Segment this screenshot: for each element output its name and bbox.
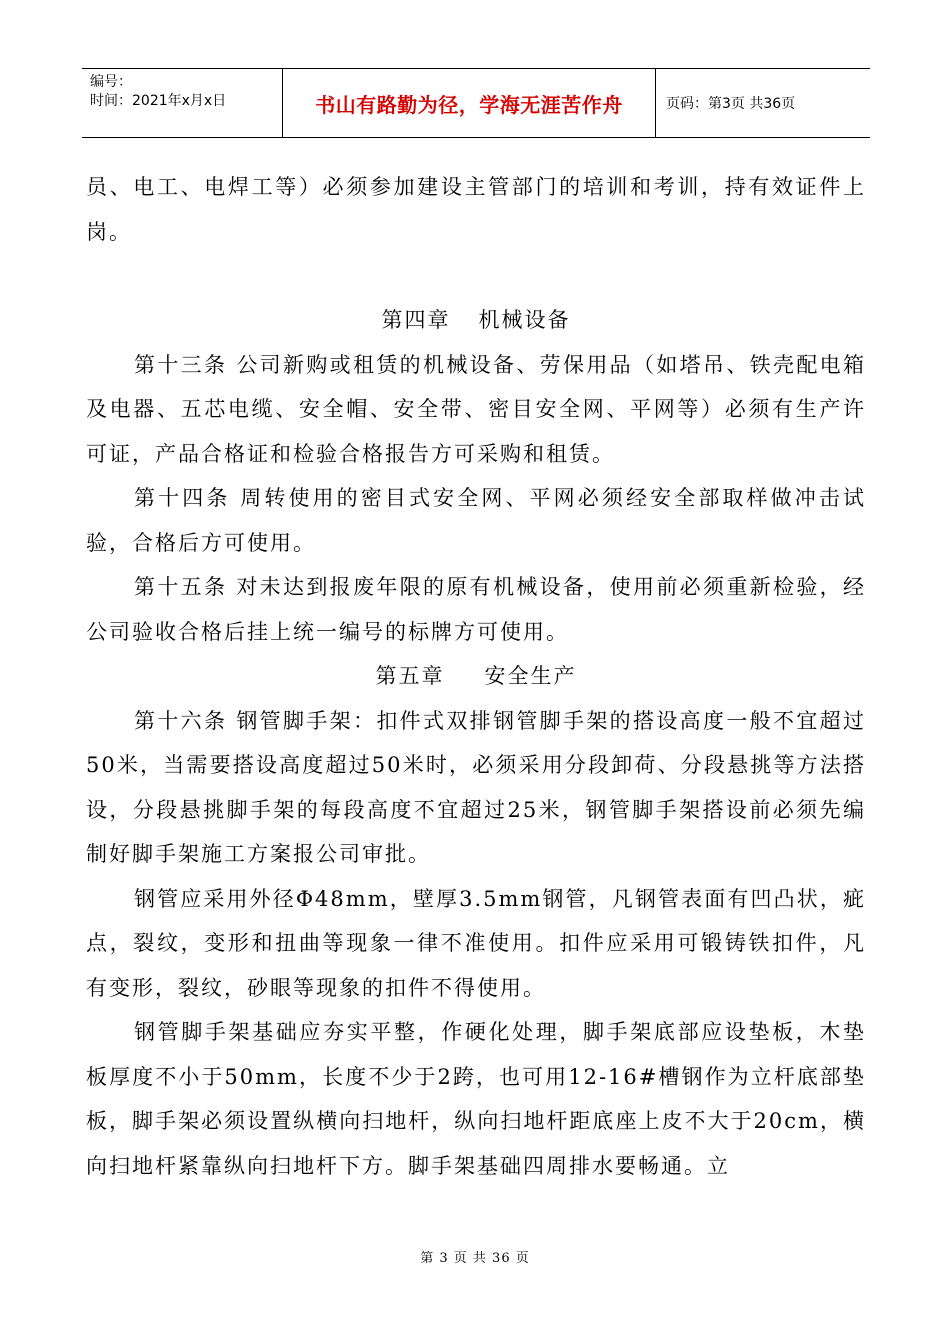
article-16: 第十六条 钢管脚手架：扣件式双排钢管脚手架的搭设高度一般不宜超过50米，当需要搭设高度超过50米时，必须采用分段卸荷、分段悬挑等方法搭设，分段悬挑脚手架的每段高度不宜超过25米，钢管脚手架搭设前必须先编制好脚手架施工方案报公司审批。 <box>86 708 866 866</box>
header-page-info: 页码：第3页 共36页 <box>666 96 796 112</box>
document-body <box>86 165 866 1188</box>
header-number: 编号： <box>90 74 132 90</box>
chapter-5-number: 第五章 <box>375 664 445 688</box>
chapter-4-title: 机械设备 <box>478 308 571 332</box>
spacer <box>86 254 866 298</box>
page-footer: 第 3 页 共 36 页 <box>420 1251 530 1266</box>
chapter-4-number: 第四章 <box>381 308 451 332</box>
paragraph-pipe-spec: 钢管应采用外径Φ48mm，壁厚3.5mm钢管，凡钢管表面有凹凸状，疵点，裂纹，变形和扭曲等现象一律不准使用。扣件应采用可锻铸铁扣件，凡有变形，裂纹，砂眼等现象的扣件不得使用。 <box>86 886 866 1000</box>
article-15: 第十五条 对未达到报废年限的原有机械设备，使用前必须重新检验，经公司验收合格后挂上统一编号的标牌方可使用。 <box>86 575 866 644</box>
header-time: 时间：2021年x月x日 <box>90 93 227 109</box>
paragraph-continuation: 员、电工、电焊工等）必须参加建设主管部门的培训和考训，持有效证件上岗。 <box>86 175 866 244</box>
chapter-5-heading <box>86 654 866 699</box>
article-13: 第十三条 公司新购或租赁的机械设备、劳保用品（如塔吊、铁壳配电箱及电器、五芯电缆、安全帽、安全带、密目安全网、平网等）必须有生产许可证，产品合格证和检验合格报告方可采购和租赁。 <box>86 352 866 466</box>
header-meta <box>82 69 282 137</box>
page-header <box>82 68 870 138</box>
paragraph-scaffold-base: 钢管脚手架基础应夯实平整，作硬化处理，脚手架底部应设垫板，木垫板厚度不小于50mm，长度不少于2跨，也可用12-16#槽钢作为立杆底部垫板，脚手架必须设置纵横向扫地杆，纵向扫地杆距底座上皮不大于20cm，横向扫地杆紧靠纵向扫地杆下方。脚手架基础四周排水要畅通。立 <box>86 1020 866 1178</box>
header-motto: 书山有路勤为径，学海无涯苦作舟 <box>282 69 656 137</box>
article-14: 第十四条 周转使用的密目式安全网、平网必须经安全部取样做冲击试验，合格后方可使用。 <box>86 486 866 555</box>
chapter-4-heading <box>86 298 866 343</box>
chapter-5-title: 安全生产 <box>484 664 577 688</box>
